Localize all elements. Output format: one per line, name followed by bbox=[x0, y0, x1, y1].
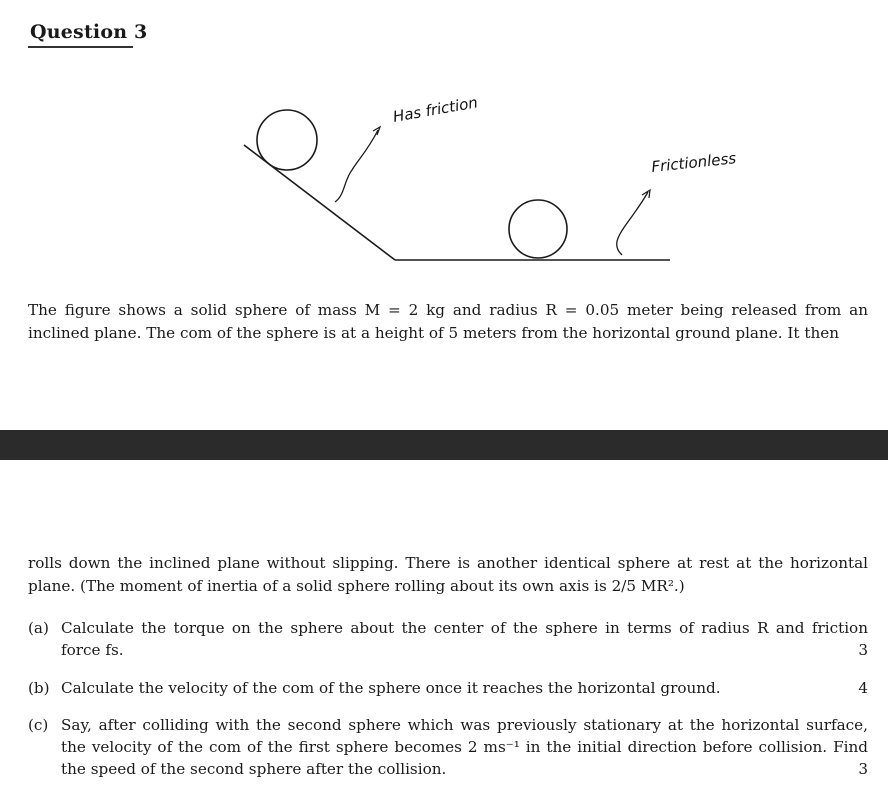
part-b-label: (b) bbox=[28, 679, 50, 697]
intro-paragraph bbox=[28, 299, 868, 345]
redaction-bar bbox=[0, 430, 888, 460]
sphere-on-incline bbox=[257, 110, 317, 170]
part-a-line-2: force fs. bbox=[61, 641, 124, 659]
continuation-line-1: rolls down the inclined plane without slipping. There is another identical sphere at rest at the horizontal bbox=[28, 554, 868, 572]
friction-label: Has friction bbox=[391, 93, 480, 126]
frictionless-arrowhead bbox=[642, 190, 650, 198]
part-c-line-2: the velocity of the com of the first sphere becomes 2 ms⁻¹ in the initial direction before collision. Find bbox=[61, 738, 868, 756]
part-a-line-1: Calculate the torque on the sphere about the center of the sphere in terms of radius R and friction bbox=[61, 619, 868, 637]
question-heading: Question 3 bbox=[30, 21, 148, 43]
intro-line-2: inclined plane. The com of the sphere is at a height of 5 meters from the horizontal ground plane. It then bbox=[28, 324, 839, 342]
part-c-line-3: the speed of the second sphere after the collision. bbox=[61, 760, 447, 778]
part-b bbox=[28, 677, 868, 699]
part-c-label: (c) bbox=[28, 716, 49, 734]
frictionless-pointer bbox=[617, 192, 648, 255]
continuation-line-2: plane. (The moment of inertia of a solid sphere rolling about its own axis is 2/5 MR².) bbox=[28, 577, 685, 595]
continuation-paragraph bbox=[28, 552, 868, 598]
part-b-line-1: Calculate the velocity of the com of the sphere once it reaches the horizontal ground. bbox=[61, 679, 721, 697]
part-a bbox=[28, 617, 868, 661]
friction-pointer bbox=[335, 130, 378, 202]
sphere-on-ground bbox=[509, 200, 567, 258]
part-c-line-1: Say, after colliding with the second sphere which was previously stationary at the horizontal surface, bbox=[61, 716, 868, 734]
part-b-marks: 4 bbox=[858, 679, 868, 697]
part-a-marks: 3 bbox=[858, 641, 868, 659]
part-a-label: (a) bbox=[28, 619, 49, 637]
intro-line-1: The figure shows a solid sphere of mass M = 2 kg and radius R = 0.05 meter being released from an bbox=[28, 301, 868, 319]
part-c-marks: 3 bbox=[858, 760, 868, 778]
frictionless-label: Frictionless bbox=[650, 149, 737, 176]
heading-underline bbox=[28, 46, 133, 48]
part-c bbox=[28, 714, 868, 780]
inclined-plane-figure bbox=[0, 80, 888, 280]
